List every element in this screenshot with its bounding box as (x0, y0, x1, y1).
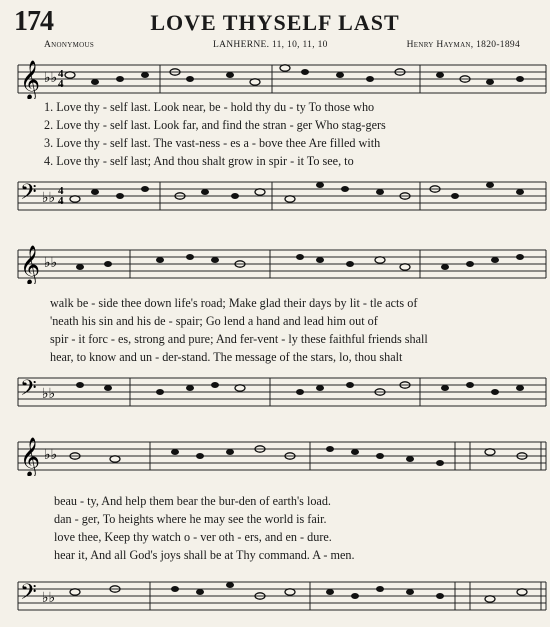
words-credit: Anonymous (44, 40, 95, 50)
svg-text:♭♭: ♭♭ (42, 591, 56, 606)
verse-2-line-2: 'neath his sin and his de - spair; Go lend a hand and lead him out of (50, 314, 378, 328)
verse-3-line-2: spir - it forc - es, strong and pure; And fer-vent - ly these faithful friends shall (50, 332, 428, 346)
svg-text:♭♭: ♭♭ (42, 387, 56, 402)
treble-staff-3-graphic (0, 432, 550, 476)
svg-text:4: 4 (58, 68, 64, 80)
svg-text:♭♭: ♭♭ (44, 448, 58, 463)
svg-text:4: 4 (58, 78, 64, 90)
hymn-header (0, 0, 550, 52)
svg-text:𝄞: 𝄞 (20, 437, 41, 476)
treble-staff-system-1 (0, 55, 550, 99)
bass-staff-2-graphic (0, 368, 550, 412)
svg-text:♭♭: ♭♭ (44, 256, 58, 271)
svg-text:𝄢: 𝄢 (20, 180, 37, 210)
hymn-title: LOVE THYSELF LAST (150, 10, 400, 35)
verse-2-line-3: dan - ger, To heights where he may see the world is fair. (54, 512, 327, 526)
treble-staff-1-graphic (0, 55, 550, 99)
treble-staff-system-3 (0, 432, 550, 476)
verse-3-line-1: 3. Love thy - self last. The vast-ness - es a - bove thee Are filled with (44, 136, 381, 150)
bass-staff-system-3 (0, 572, 550, 620)
svg-text:𝄢: 𝄢 (20, 580, 37, 610)
verse-1-line-3: beau - ty, And help them bear the bur-den of earth's load. (54, 494, 331, 508)
svg-text:♭♭: ♭♭ (44, 71, 58, 86)
verse-1-line-1: 1. Love thy - self last. Look near, be - hold thy du - ty To those who (44, 100, 375, 114)
verse-4-line-1: 4. Love thy - self last; And thou shalt grow in spir - it To see, to (44, 154, 354, 168)
svg-text:𝄢: 𝄢 (20, 376, 37, 406)
verse-1-line-2: walk be - side thee down life's road; Make glad their days by lit - tle acts of (50, 296, 418, 310)
treble-staff-2-graphic (0, 240, 550, 284)
verse-3-line-3: love thee, Keep thy watch o - ver oth - ers, and en - dure. (54, 530, 332, 544)
tune-name: LANHERNE. 11, 10, 11, 10 (213, 40, 328, 50)
verse-2-line-1: 2. Love thy - self last. Look far, and find the stran - ger Who stag-gers (44, 118, 386, 132)
verse-4-line-2: hear, to know and un - der-stand. The message of the stars, lo, thou shalt (50, 350, 403, 364)
treble-staff-system-2 (0, 240, 550, 284)
svg-text:𝄞: 𝄞 (20, 60, 41, 99)
svg-text:4: 4 (58, 185, 64, 197)
svg-text:𝄞: 𝄞 (20, 245, 41, 284)
svg-text:4: 4 (58, 195, 64, 207)
bass-staff-system-2 (0, 368, 550, 412)
bass-staff-3-graphic (0, 572, 550, 620)
bass-staff-system-1 (0, 172, 550, 216)
hymn-number: 174 (14, 6, 53, 37)
bass-staff-1-graphic (0, 172, 550, 216)
svg-text:♭♭: ♭♭ (42, 191, 56, 206)
verse-4-line-3: hear it, And all God's joys shall be at Thy command. A - men. (54, 548, 355, 562)
music-credit: Henry Hayman, 1820-1894 (406, 40, 520, 50)
